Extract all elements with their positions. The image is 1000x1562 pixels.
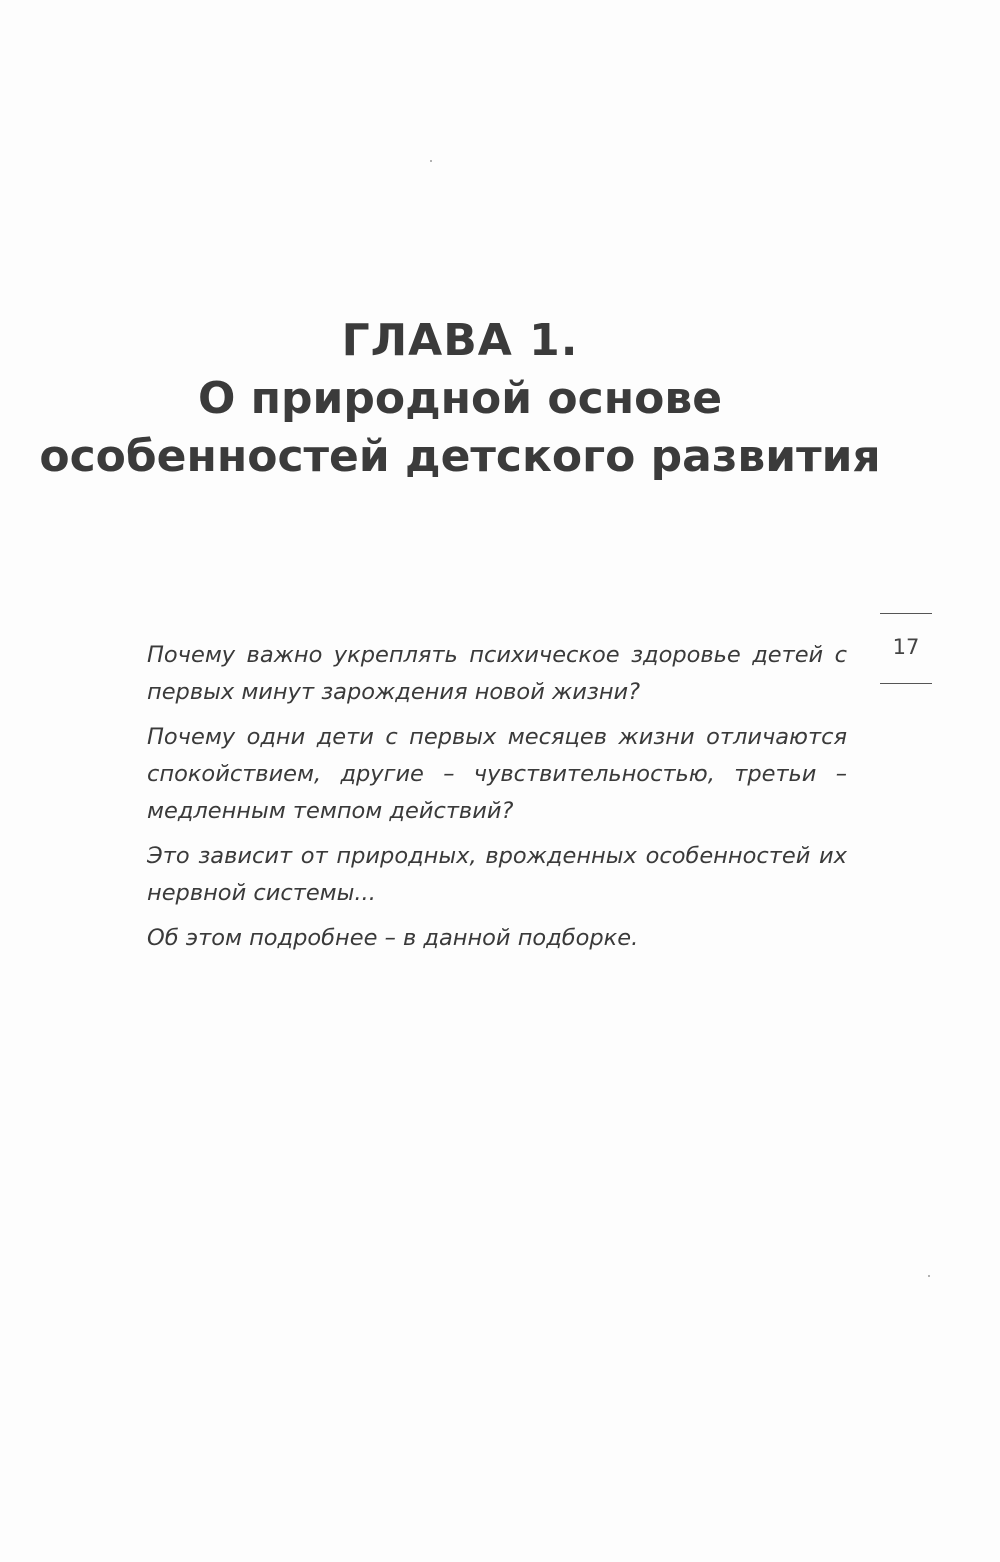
print-speck xyxy=(430,160,432,162)
intro-paragraph: Почему важно укреплять психическое здоровье детей с первых минут зарождения новой жизни? xyxy=(147,642,847,705)
page-number-marker xyxy=(880,613,932,684)
print-speck xyxy=(928,1275,930,1277)
intro-paragraph: Почему одни дети с первых месяцев жизни отличаются спокойствием, другие – чувствительностью, третьи – медленным темпом действий? xyxy=(147,724,847,824)
chapter-number: ГЛАВА 1. xyxy=(341,315,579,366)
intro-paragraph: Это зависит от природных, врожденных особенностей их нервной системы... xyxy=(147,843,847,906)
chapter-title-line-1: О природной основе xyxy=(197,373,723,424)
page-number: 17 xyxy=(892,635,920,659)
intro-paragraph: Об этом подробнее – в данной подборке. xyxy=(147,925,639,951)
chapter-heading xyxy=(0,312,920,486)
chapter-intro xyxy=(147,637,847,965)
page-number-rule-top xyxy=(880,613,932,614)
chapter-title-line-2: особенностей детского развития xyxy=(39,431,881,482)
page-number-rule-bottom xyxy=(880,683,932,684)
